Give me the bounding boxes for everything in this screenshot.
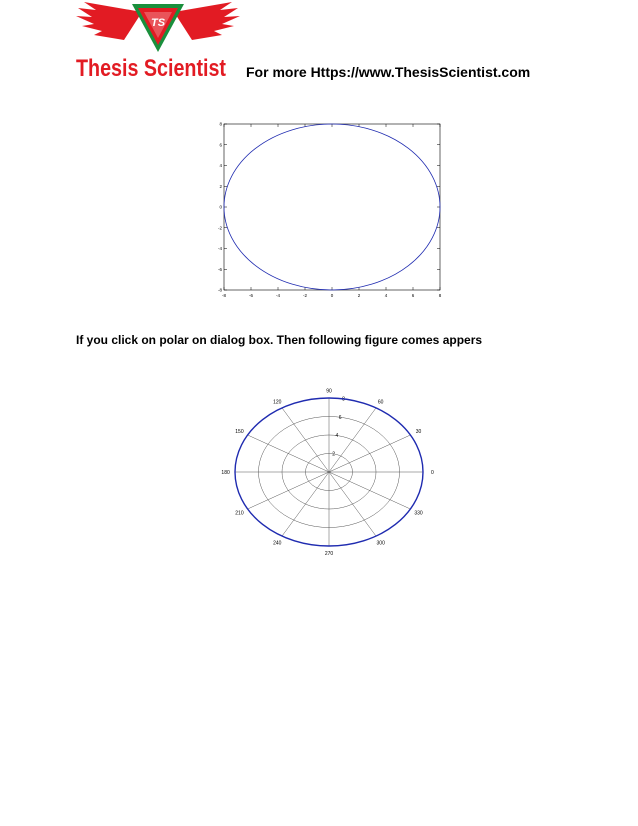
angle-tick-label: 270: [324, 551, 334, 558]
radius-tick-label: 2: [332, 451, 336, 458]
angle-tick-label: 240: [273, 540, 282, 547]
x-tick-label: 4: [384, 293, 388, 298]
website-link[interactable]: For more Https://www.ThesisScientist.com: [246, 64, 531, 80]
polar-spoke: [282, 408, 329, 472]
angle-tick-label: 60: [377, 399, 384, 406]
angle-tick-label: 330: [414, 510, 423, 517]
radius-tick-label: 6: [338, 414, 342, 421]
angle-tick-label: 0: [431, 469, 434, 476]
y-tick-label: 6: [219, 142, 222, 148]
x-tick-label: 6: [411, 293, 415, 298]
polar-spoke: [248, 435, 329, 472]
right-wing-icon: [174, 2, 240, 40]
plot-frame: [224, 124, 440, 290]
circle-curve: [224, 124, 440, 290]
y-tick-label: 0: [219, 204, 222, 210]
radius-tick-label: 4: [335, 433, 339, 440]
x-tick-label: 2: [357, 293, 361, 298]
logo-monogram: TS: [150, 17, 166, 29]
angle-tick-label: 150: [235, 429, 244, 436]
x-tick-label: 8: [438, 293, 442, 298]
y-tick-label: -2: [217, 225, 222, 231]
angle-tick-label: 30: [415, 429, 422, 436]
polar-spoke: [248, 472, 329, 509]
y-tick-label: 8: [219, 121, 222, 127]
shield-triangle-icon: [132, 4, 184, 52]
x-tick-label: -8: [221, 293, 227, 298]
angle-tick-label: 300: [376, 540, 385, 547]
x-tick-label: 0: [330, 293, 334, 298]
cartesian-circle-chart: [214, 118, 448, 304]
brand-name: Thesis Scientist: [76, 55, 227, 82]
body-paragraph: If you click on polar on dialog box. Then following figure comes appers: [76, 333, 483, 347]
angle-tick-label: 90: [326, 388, 332, 395]
y-tick-label: 4: [219, 163, 222, 169]
angle-tick-label: 180: [221, 469, 230, 476]
polar-spoke: [329, 472, 376, 536]
polar-spoke: [329, 435, 410, 472]
polar-spoke: [329, 408, 376, 472]
y-tick-label: -4: [217, 246, 222, 252]
radius-tick-label: 8: [342, 396, 345, 403]
x-tick-label: -6: [248, 293, 254, 298]
y-tick-label: -8: [217, 287, 222, 293]
polar-circle-chart: [214, 380, 444, 562]
left-wing-icon: [76, 2, 142, 40]
angle-tick-label: 120: [273, 399, 282, 406]
x-tick-label: -4: [275, 293, 281, 298]
polar-spoke: [282, 472, 329, 536]
polar-spoke: [329, 472, 410, 509]
x-tick-label: -2: [302, 293, 308, 298]
y-tick-label: -6: [217, 266, 222, 272]
y-tick-label: 2: [219, 183, 222, 189]
angle-tick-label: 210: [235, 510, 244, 517]
thesis-scientist-logo: [74, 0, 242, 82]
